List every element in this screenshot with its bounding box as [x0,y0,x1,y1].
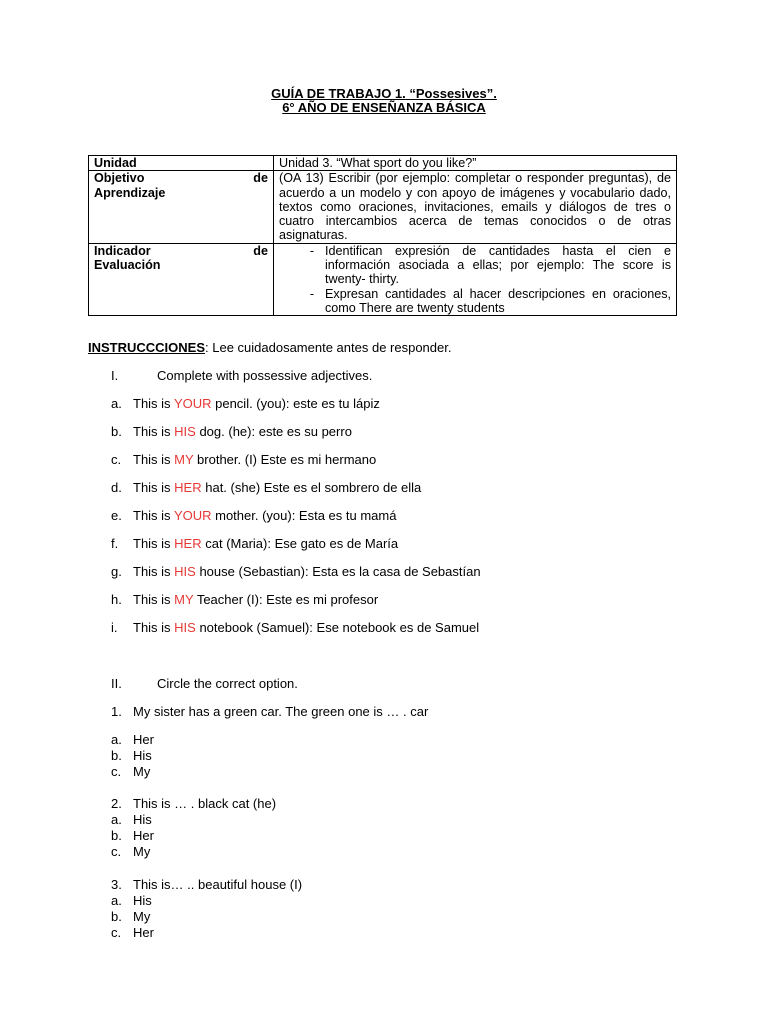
option-letter: c. [111,925,122,940]
exercise-item [111,564,481,579]
item-letter: d. [111,480,122,495]
question-2 [111,796,276,811]
exercise-item [111,424,352,439]
question-3-text: This is… .. beautiful house (I) [133,877,303,892]
question-2-text: This is … . black cat (he) [133,796,277,811]
item-prefix: This is [133,536,175,551]
question-2-number: 2. [111,796,122,811]
section-1-heading [111,368,372,383]
indicador-item [279,244,671,287]
title-line-1: GUÍA DE TRABAJO 1. “Possesives”. [271,86,497,101]
objetivo-label-word-2: Aprendizaje [94,185,166,200]
item-prefix: This is [133,508,174,523]
item-answer: HER [174,480,202,495]
item-suffix: brother. (I) Este es mi hermano [193,452,377,467]
section-2-heading [111,676,298,691]
dash-bullet: - [309,243,315,258]
indicador-item [279,287,671,316]
option-item[interactable] [111,748,152,764]
indicador-label-de: de [253,243,268,258]
exercise-item [111,508,396,523]
item-letter: b. [111,424,122,439]
question-1-number: 1. [111,704,122,719]
unidad-label: Unidad [89,156,274,171]
option-text: My [133,844,151,859]
item-answer: YOUR [173,396,212,411]
objetivo-label [89,171,274,243]
item-suffix: hat. (she) Este es el sombrero de ella [201,480,422,495]
item-suffix: mother. (you): Esta es tu mamá [211,508,397,523]
item-letter: i. [111,620,118,635]
item-answer: MY [174,592,194,607]
option-text: Her [133,828,154,843]
item-letter: c. [111,452,122,467]
item-prefix: This is [133,480,175,495]
option-letter: c. [111,844,122,859]
indicador-label [89,243,274,315]
option-text: My [133,909,151,924]
item-answer: HIS [174,620,196,635]
indicador-label-word-2: Evaluación [94,258,161,273]
item-answer: YOUR [173,508,212,523]
item-answer: HIS [174,564,196,579]
option-item[interactable] [111,893,152,909]
option-item[interactable] [111,812,152,828]
instructions [88,340,451,355]
option-letter: b. [111,748,122,763]
title-line-2: 6° AÑO DE ENSEÑANZA BÁSICA [282,100,486,115]
objetivo-row [89,171,677,243]
indicador-value [274,243,677,315]
section-1-number: I. [111,368,119,383]
item-prefix: This is [133,620,175,635]
item-answer: HER [174,536,202,551]
option-text: His [133,748,152,763]
item-suffix: cat (Maria): Ese gato es de María [201,536,399,551]
instructions-label: INSTRUCCCIONES [88,340,206,355]
question-3-number: 3. [111,877,122,892]
exercise-item [111,480,421,495]
exercise-item [111,396,380,411]
option-item[interactable] [111,844,150,860]
item-answer: HIS [174,424,196,439]
objetivo-value: (OA 13) Escribir (por ejemplo: completar o responder preguntas), de acuerdo a un modelo y con apoyo de imágenes y vocabulario dado, textos como oraciones, invitaciones, emails y diálogos de tres o cuatro intercambios acerca de temas conocidos o de otras asignaturas. [274,171,677,243]
instructions-text: : Lee cuidadosamente antes de responder. [205,340,452,355]
question-1 [111,704,428,719]
item-suffix: notebook (Samuel): Ese notebook es de Samuel [195,620,480,635]
option-letter: b. [111,909,122,924]
unidad-value: Unidad 3. “What sport do you like?” [274,156,677,171]
info-table [88,155,677,316]
item-answer: MY [174,452,194,467]
item-letter: a. [111,396,122,411]
option-item[interactable] [111,764,150,780]
item-suffix: house (Sebastian): Esta es la casa de Sebastían [195,564,481,579]
question-1-text: My sister has a green car. The green one is … . car [133,704,429,719]
item-letter: e. [111,508,122,523]
indicador-label-word: Indicador [94,243,151,258]
option-letter: a. [111,812,122,827]
option-item[interactable] [111,828,154,844]
item-letter: g. [111,564,122,579]
option-item[interactable] [111,909,150,925]
option-text: His [133,893,152,908]
item-prefix: This is [133,396,174,411]
item-letter: f. [111,536,119,551]
section-2-number: II. [111,676,122,691]
option-text: My [133,764,151,779]
indicador-text-1: Identifican expresión de cantidades hasta el cien e información asociada a ellas; por ejemplo: The score is twenty- thirty. [325,243,671,287]
option-item[interactable] [111,925,154,941]
item-prefix: This is [133,424,175,439]
item-suffix: dog. (he): este es su perro [195,424,352,439]
option-item[interactable] [111,732,154,748]
option-letter: c. [111,764,122,779]
item-suffix: Teacher (I): Este es mi profesor [193,592,379,607]
item-prefix: This is [133,592,175,607]
option-letter: b. [111,828,122,843]
question-3 [111,877,302,892]
unidad-row [89,156,677,171]
exercise-item [111,620,479,635]
objetivo-label-de: de [253,171,268,186]
option-letter: a. [111,732,122,747]
indicador-row [89,243,677,315]
section-1-title: Complete with possessive adjectives. [157,368,373,383]
exercise-item [111,536,398,551]
section-2-title: Circle the correct option. [157,676,298,691]
option-letter: a. [111,893,122,908]
option-text: Her [133,732,154,747]
option-text: His [133,812,152,827]
indicador-text-2: Expresan cantidades al hacer descripciones en oraciones, como There are twenty students [325,286,671,315]
dash-bullet: - [309,286,315,301]
objetivo-label-word: Objetivo [94,171,145,186]
option-text: Her [133,925,154,940]
exercise-item [111,592,378,607]
exercise-item [111,452,376,467]
item-suffix: pencil. (you): este es tu lápiz [211,396,380,411]
item-prefix: This is [133,452,175,467]
item-letter: h. [111,592,122,607]
item-prefix: This is [133,564,175,579]
